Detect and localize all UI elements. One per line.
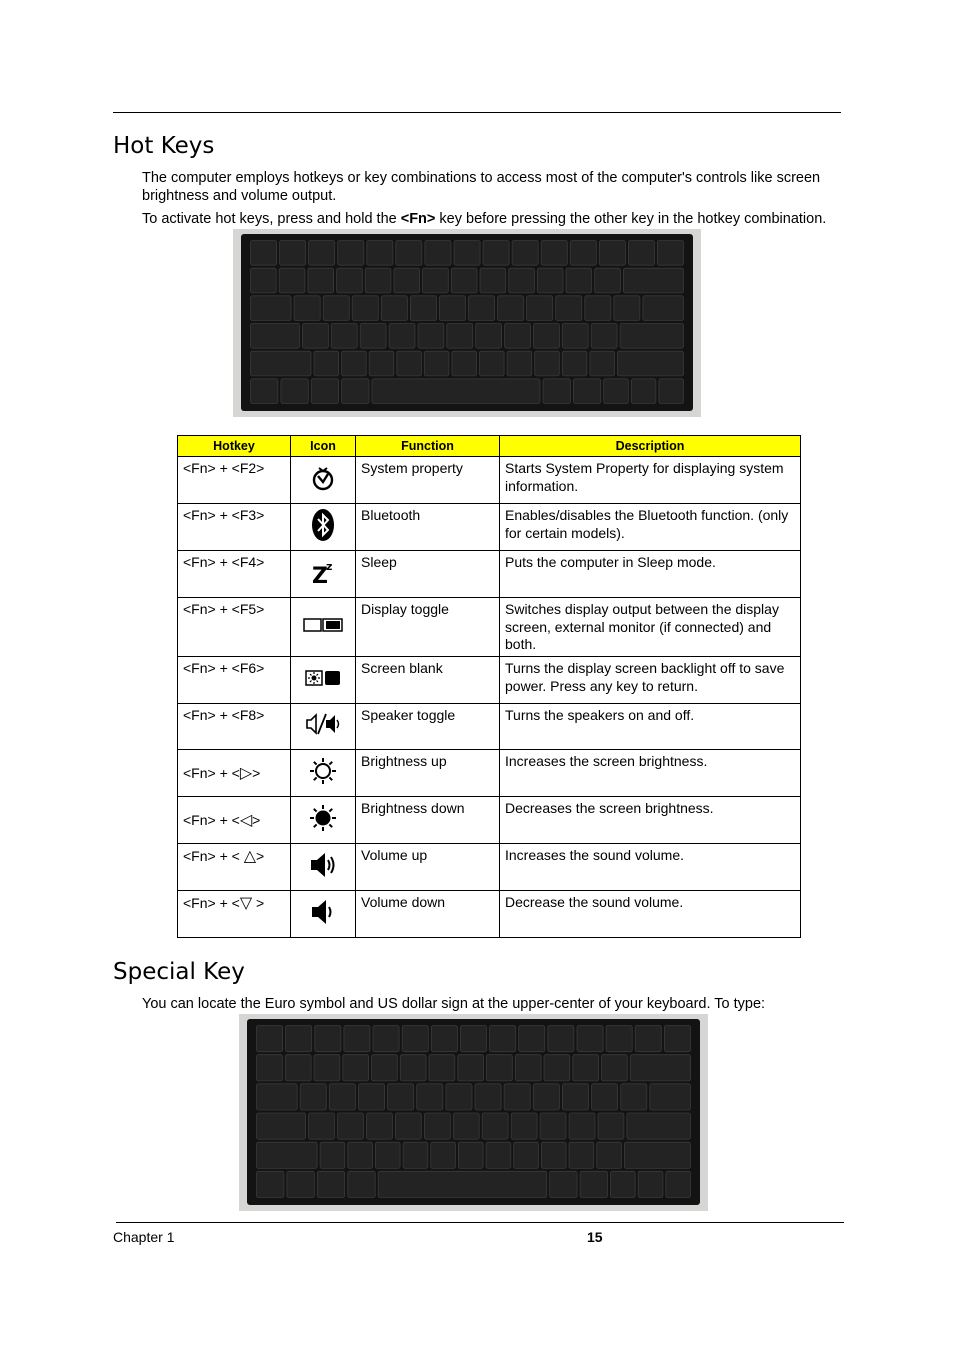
keyboard-key: [402, 1026, 428, 1052]
function-cell: Volume up: [356, 844, 500, 891]
hotkey-table: [177, 435, 801, 938]
function-cell: System property: [356, 457, 500, 504]
keyboard-key: [458, 1142, 483, 1168]
keyboard-key: [573, 1055, 599, 1081]
keyboard-key: [314, 351, 339, 376]
keyboard-key: [381, 296, 407, 321]
keyboard-key: [257, 1055, 283, 1081]
function-cell: Brightness down: [356, 797, 500, 844]
keyboard-key: [535, 351, 560, 376]
keyboard-key: [251, 241, 277, 266]
table-header-row: [178, 436, 801, 457]
keyboard-key: [373, 1026, 399, 1052]
screen-blank-icon: [305, 669, 341, 687]
table-row: [178, 891, 801, 938]
description-cell: Decreases the screen brightness.: [500, 797, 801, 844]
keyboard-key: [498, 296, 524, 321]
keyboard-key: [309, 1113, 335, 1139]
keyboard-key: [570, 241, 596, 266]
svg-text:Z: Z: [312, 563, 328, 586]
description-cell: Turns the display screen backlight off to save power. Press any key to return.: [500, 657, 801, 704]
keyboard-key: [527, 296, 553, 321]
keyboard-key: [624, 1142, 690, 1168]
keyboard-key: [454, 241, 480, 266]
keyboard-key: [598, 1113, 624, 1139]
keyboard-key: [480, 268, 506, 293]
description-cell: Starts System Property for displaying system information.: [500, 457, 801, 504]
special-key-intro: You can locate the Euro symbol and US dollar sign at the upper-center of your keyboard. To type:: [142, 996, 766, 1012]
keyboard-key: [251, 268, 277, 293]
description-cell: Switches display output between the display screen, external monitor (if connected) and both.: [500, 598, 801, 657]
keyboard-key: [628, 241, 654, 266]
keyboard-key: [534, 324, 560, 349]
keyboard-key: [650, 1084, 691, 1110]
keyboard-key: [338, 1113, 364, 1139]
hot-keys-intro: The computer employs hotkeys or key combinations to access most of the computer's controls like screen brightness and volume output.: [142, 170, 821, 204]
keyboard-key: [417, 1084, 443, 1110]
keyboard-key: [375, 1142, 400, 1168]
keyboard-key: [378, 1171, 547, 1197]
function-cell: Speaker toggle: [356, 704, 500, 750]
keyboard-key: [562, 324, 588, 349]
function-cell: Brightness up: [356, 750, 500, 797]
keyboard-key: [537, 268, 563, 293]
keyboard-key: [666, 1171, 691, 1197]
activation-text-pre: To activate hot keys, press and hold the: [142, 211, 401, 227]
keyboard-key: [458, 1055, 484, 1081]
keyboard-key: [630, 1055, 690, 1081]
hotkey-cell: <Fn> + <F3>: [178, 504, 291, 551]
keyboard-key: [543, 379, 570, 404]
keyboard-key: [329, 1084, 355, 1110]
hotkey-cell: <Fn> + <F6>: [178, 657, 291, 704]
keyboard-key: [344, 1026, 370, 1052]
volume-up-icon: [308, 850, 338, 880]
left-arrow-icon: ◁: [239, 809, 253, 829]
keyboard-key: [597, 1142, 622, 1168]
keyboard-key: [580, 1171, 607, 1197]
keyboard-key: [286, 1026, 312, 1052]
keyboard-key: [287, 1171, 314, 1197]
keyboard-key: [511, 1113, 537, 1139]
keyboard-key: [431, 1142, 456, 1168]
keyboard-key: [424, 1113, 450, 1139]
description-cell: Puts the computer in Sleep mode.: [500, 551, 801, 598]
hotkey-prefix: <Fn> + <: [183, 895, 240, 911]
keyboard-photo-1: [233, 229, 701, 417]
keyboard-key: [643, 296, 684, 321]
keyboard-key: [303, 324, 329, 349]
keyboard-key: [611, 1171, 636, 1197]
keyboard-key: [343, 1055, 369, 1081]
keyboard-key: [338, 241, 364, 266]
keyboard-key: [400, 1055, 426, 1081]
keyboard-key: [483, 241, 509, 266]
keyboard-key: [573, 379, 600, 404]
keyboard-key: [621, 1084, 647, 1110]
keyboard-key: [281, 379, 308, 404]
keyboard-key: [372, 1055, 398, 1081]
keyboard-key: [577, 1026, 603, 1052]
keyboard-key: [251, 351, 312, 376]
keyboard-key: [348, 1171, 375, 1197]
hotkey-cell: <Fn> + <F5>: [178, 598, 291, 657]
keyboard-key: [544, 1055, 570, 1081]
keyboard-key: [423, 268, 449, 293]
keyboard-key: [623, 268, 683, 293]
table-row: [178, 704, 801, 750]
hotkey-cell: <Fn> + <F8>: [178, 704, 291, 750]
keyboard-key: [533, 1084, 559, 1110]
right-arrow-icon: ▷: [239, 762, 253, 782]
activation-text-post: key before pressing the other key in the hotkey combination.: [435, 211, 827, 227]
fn-key-label: <Fn>: [400, 211, 436, 227]
hotkey-cell: [178, 750, 291, 797]
keyboard-key: [486, 1142, 511, 1168]
keyboard-key: [342, 351, 367, 376]
keyboard-key: [446, 1084, 472, 1110]
keyboard-key: [372, 379, 540, 404]
keyboard-key: [352, 296, 378, 321]
keyboard-key: [257, 1171, 284, 1197]
keyboard-key: [396, 241, 422, 266]
keyboard-key: [359, 1084, 385, 1110]
description-cell: Increases the screen brightness.: [500, 750, 801, 797]
function-cell: Sleep: [356, 551, 500, 598]
table-row: [178, 598, 801, 657]
keyboard-key: [599, 241, 625, 266]
keyboard-key: [251, 379, 278, 404]
keyboard-key: [562, 1084, 588, 1110]
hotkey-cell: [178, 797, 291, 844]
table-row: [178, 797, 801, 844]
keyboard-key: [309, 241, 335, 266]
keyboard-keys: [233, 229, 701, 417]
keyboard-key: [475, 1084, 501, 1110]
keyboard-key: [585, 296, 611, 321]
table-row: [178, 844, 801, 891]
hotkey-prefix: <Fn> + <: [183, 811, 240, 828]
keyboard-key: [618, 351, 684, 376]
keyboard-key: [388, 1084, 414, 1110]
keyboard-key: [424, 351, 449, 376]
header-description: Description: [500, 436, 801, 457]
keyboard-key: [348, 1142, 373, 1168]
keyboard-key: [285, 1055, 311, 1081]
keyboard-key: [620, 324, 683, 349]
keyboard-key: [509, 268, 535, 293]
keyboard-key: [308, 268, 334, 293]
keyboard-key: [425, 241, 451, 266]
description-cell: Turns the speakers on and off.: [500, 704, 801, 750]
footer-page-number: 15: [587, 1229, 603, 1245]
keyboard-key: [519, 1026, 545, 1052]
keyboard-key: [369, 351, 394, 376]
keyboard-key: [595, 268, 621, 293]
keyboard-key: [627, 1113, 691, 1139]
keyboard-key: [638, 1171, 663, 1197]
table-row: [178, 551, 801, 598]
description-cell: Enables/disables the Bluetooth function. (only for certain models).: [500, 504, 801, 551]
keyboard-key: [452, 351, 477, 376]
hotkey-cell: [178, 844, 291, 891]
up-arrow-icon: △: [243, 846, 257, 865]
system-property-icon: [310, 465, 336, 491]
hotkey-suffix: >: [252, 895, 265, 911]
keyboard-key: [447, 324, 473, 349]
keyboard-key: [591, 324, 617, 349]
keyboard-key: [311, 379, 338, 404]
keyboard-key: [342, 379, 369, 404]
table-row: [178, 457, 801, 504]
keyboard-key: [251, 296, 292, 321]
hotkey-cell: [178, 891, 291, 938]
hot-keys-activation: [142, 211, 862, 229]
keyboard-key: [360, 324, 386, 349]
keyboard-key: [487, 1055, 513, 1081]
keyboard-key: [389, 324, 415, 349]
hotkey-prefix: <Fn> + <: [183, 848, 244, 864]
keyboard-key: [476, 324, 502, 349]
keyboard-photo-2: [239, 1014, 708, 1211]
function-cell: Volume down: [356, 891, 500, 938]
keyboard-key: [659, 379, 684, 404]
footer-chapter: Chapter 1: [113, 1229, 175, 1245]
keyboard-key: [331, 324, 357, 349]
keyboard-key: [429, 1055, 455, 1081]
keyboard-key: [257, 1142, 318, 1168]
keyboard-key: [257, 1026, 283, 1052]
keyboard-key: [257, 1113, 306, 1139]
keyboard-key: [397, 351, 422, 376]
keyboard-key: [490, 1026, 516, 1052]
display-toggle-icon: [303, 617, 343, 633]
keyboard-key: [451, 268, 477, 293]
keyboard-key: [664, 1026, 690, 1052]
function-cell: Display toggle: [356, 598, 500, 657]
keyboard-key: [337, 268, 363, 293]
keyboard-key: [614, 296, 640, 321]
keyboard-key: [410, 296, 436, 321]
brightness-up-icon: [309, 757, 337, 785]
keyboard-key: [550, 1171, 577, 1197]
keyboard-key: [505, 324, 531, 349]
special-key-heading: Special Key: [113, 959, 245, 985]
hotkey-prefix: <Fn> + <: [183, 764, 240, 781]
keyboard-key: [418, 324, 444, 349]
table-row: [178, 504, 801, 551]
keyboard-key: [631, 379, 656, 404]
keyboard-key: [480, 351, 505, 376]
keyboard-key: [569, 1142, 594, 1168]
keyboard-key: [315, 1026, 341, 1052]
keyboard-key: [279, 268, 305, 293]
keyboard-key: [323, 296, 349, 321]
keyboard-key: [251, 324, 300, 349]
speaker-toggle-icon: [305, 712, 341, 736]
keyboard-key: [317, 1171, 344, 1197]
function-cell: Screen blank: [356, 657, 500, 704]
keyboard-key: [294, 296, 320, 321]
hotkey-cell: <Fn> + <F4>: [178, 551, 291, 598]
keyboard-key: [635, 1026, 661, 1052]
keyboard-key: [504, 1084, 530, 1110]
keyboard-key: [257, 1084, 298, 1110]
description-cell: Decrease the sound volume.: [500, 891, 801, 938]
keyboard-key: [320, 1142, 345, 1168]
keyboard-key: [540, 1113, 566, 1139]
table-row: [178, 750, 801, 797]
keyboard-keys: [239, 1014, 708, 1211]
header-rule: [113, 112, 841, 113]
hotkey-cell: <Fn> + <F2>: [178, 457, 291, 504]
keyboard-key: [365, 268, 391, 293]
keyboard-key: [566, 268, 592, 293]
keyboard-key: [403, 1142, 428, 1168]
hot-keys-heading: Hot Keys: [113, 133, 215, 159]
keyboard-key: [314, 1055, 340, 1081]
keyboard-key: [482, 1113, 508, 1139]
keyboard-key: [469, 296, 495, 321]
keyboard-key: [367, 241, 393, 266]
sleep-icon: [309, 558, 337, 586]
table-row: [178, 657, 801, 704]
keyboard-key: [556, 296, 582, 321]
keyboard-key: [512, 241, 538, 266]
keyboard-key: [453, 1113, 479, 1139]
keyboard-key: [431, 1026, 457, 1052]
hotkey-suffix: >: [252, 764, 261, 781]
keyboard-key: [569, 1113, 595, 1139]
keyboard-key: [590, 351, 615, 376]
hotkey-suffix: >: [252, 811, 261, 828]
volume-down-icon: [308, 897, 338, 927]
keyboard-key: [395, 1113, 421, 1139]
brightness-down-icon: [309, 804, 337, 832]
keyboard-key: [300, 1084, 326, 1110]
down-arrow-icon: ▽: [239, 893, 253, 912]
header-icon: Icon: [291, 436, 356, 457]
keyboard-key: [514, 1142, 539, 1168]
keyboard-key: [541, 1142, 566, 1168]
keyboard-key: [592, 1084, 618, 1110]
keyboard-key: [548, 1026, 574, 1052]
keyboard-key: [541, 241, 567, 266]
bluetooth-icon: [311, 508, 335, 542]
svg-text:z: z: [326, 559, 333, 573]
keyboard-key: [280, 241, 306, 266]
keyboard-key: [515, 1055, 541, 1081]
keyboard-key: [562, 351, 587, 376]
keyboard-key: [606, 1026, 632, 1052]
keyboard-key: [604, 379, 629, 404]
hotkey-suffix: >: [256, 848, 265, 864]
keyboard-key: [394, 268, 420, 293]
keyboard-key: [657, 241, 683, 266]
keyboard-key: [507, 351, 532, 376]
header-hotkey: Hotkey: [178, 436, 291, 457]
function-cell: Bluetooth: [356, 504, 500, 551]
keyboard-key: [367, 1113, 393, 1139]
keyboard-key: [439, 296, 465, 321]
keyboard-key: [460, 1026, 486, 1052]
description-cell: Increases the sound volume.: [500, 844, 801, 891]
keyboard-key: [602, 1055, 628, 1081]
header-function: Function: [356, 436, 500, 457]
footer-rule: [116, 1222, 844, 1223]
